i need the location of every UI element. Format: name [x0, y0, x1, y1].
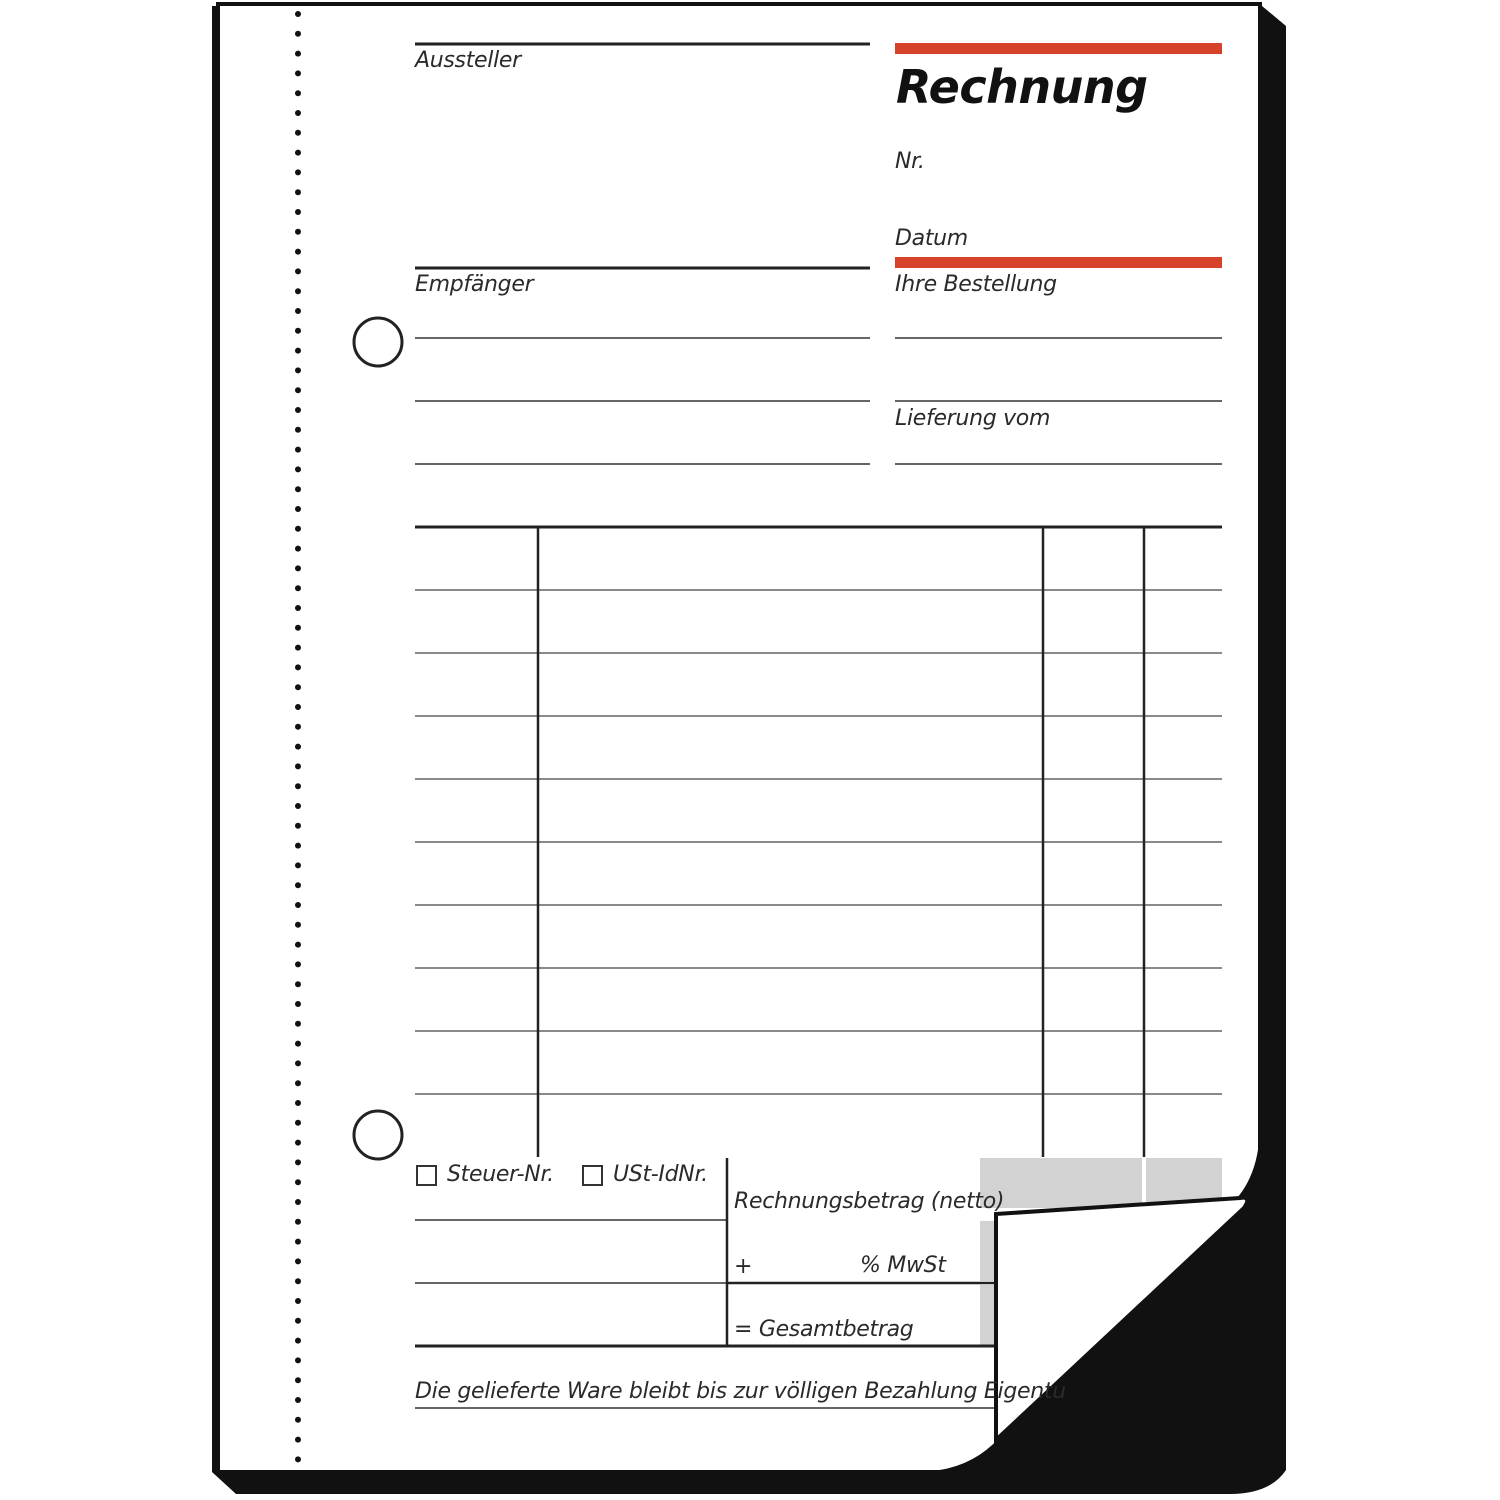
plus-sign: + — [734, 1254, 753, 1279]
tax-number-label: Steuer-Nr. — [447, 1162, 554, 1187]
accent-bar-middle — [895, 257, 1222, 268]
perforation-dot — [295, 1338, 301, 1344]
order-label: Ihre Bestellung — [895, 272, 1057, 297]
perforation-dot — [295, 526, 301, 532]
perforation-dot — [295, 466, 301, 472]
perforation-dot — [295, 1278, 301, 1284]
perforation-dot — [295, 189, 301, 195]
perforation-dot — [295, 288, 301, 294]
perforation-dot — [295, 724, 301, 730]
perforation-dot — [295, 823, 301, 829]
perforation-dot — [295, 704, 301, 710]
punch-hole-top — [354, 318, 402, 366]
perforation-dot — [295, 328, 301, 334]
perforation-dot — [295, 843, 301, 849]
perforation-dot — [295, 90, 301, 96]
perforation-dot — [295, 407, 301, 413]
perforation-dot — [295, 1239, 301, 1245]
vat-id-checkbox[interactable] — [582, 1165, 603, 1186]
perforation-dot — [295, 506, 301, 512]
perforation-dot — [295, 625, 301, 631]
perforation-dot — [295, 1001, 301, 1007]
invoice-number-label: Nr. — [895, 149, 925, 174]
perforation-dot — [295, 1318, 301, 1324]
date-label: Datum — [895, 226, 968, 251]
perforation-dot — [295, 803, 301, 809]
perforation-dot — [295, 1417, 301, 1423]
perforation-dot — [295, 605, 301, 611]
perforation-dot — [295, 862, 301, 868]
perforation-dot — [295, 348, 301, 354]
perforation-dot — [295, 249, 301, 255]
perforation-dot — [295, 11, 301, 17]
perforation-dot — [295, 130, 301, 136]
perforation-dot — [295, 684, 301, 690]
recipient-label: Empfänger — [415, 272, 534, 297]
perforation-dot — [295, 585, 301, 591]
perforation-dot — [295, 1219, 301, 1225]
perforation-dot — [295, 70, 301, 76]
perforation-dot — [295, 1159, 301, 1165]
perforation-dot — [295, 1397, 301, 1403]
perforation-dot — [295, 51, 301, 57]
perforation-dot — [295, 1456, 301, 1462]
perforation-dot — [295, 664, 301, 670]
form-title: Rechnung — [896, 60, 1148, 114]
tax-number-checkbox[interactable] — [416, 1165, 437, 1186]
perforation-dot — [295, 308, 301, 314]
perforation-dot — [295, 150, 301, 156]
perforation-dot — [295, 447, 301, 453]
perforation-dot — [295, 783, 301, 789]
perforation-dot — [295, 1357, 301, 1363]
punch-hole-bottom — [354, 1111, 402, 1159]
perforation-dot — [295, 546, 301, 552]
perforation-dot — [295, 763, 301, 769]
total-amount-label: = Gesamtbetrag — [734, 1317, 914, 1342]
perforation-dot — [295, 942, 301, 948]
perforation-dot — [295, 229, 301, 235]
perforation-dot — [295, 110, 301, 116]
perforation-dot — [295, 387, 301, 393]
perforation-dot — [295, 1437, 301, 1443]
perforation-dot — [295, 1199, 301, 1205]
perforation-dot — [295, 268, 301, 274]
perforation-dot — [295, 902, 301, 908]
perforation-dot — [295, 882, 301, 888]
perforation-dot — [295, 1298, 301, 1304]
perforation-dot — [295, 367, 301, 373]
vat-id-label: USt-IdNr. — [613, 1162, 708, 1187]
shaded-cell-total — [980, 1285, 996, 1345]
perforation-dot — [295, 427, 301, 433]
perforation-dot — [295, 1041, 301, 1047]
accent-bar-top — [895, 43, 1222, 54]
perforation-dot — [295, 169, 301, 175]
perforation-dot — [295, 744, 301, 750]
perforation-dot — [295, 1060, 301, 1066]
perforation-dot — [295, 981, 301, 987]
perforation-dot — [295, 1377, 301, 1383]
shaded-cell-net — [980, 1158, 1142, 1208]
perforation-dot — [295, 1140, 301, 1146]
perforation-dot — [295, 1179, 301, 1185]
ownership-note: Die gelieferte Ware bleibt bis zur völligen Bezahlung Eigentu — [415, 1379, 1066, 1404]
perforation-dot — [295, 31, 301, 37]
perforation-dot — [295, 922, 301, 928]
net-amount-label: Rechnungsbetrag (netto) — [734, 1189, 1005, 1214]
perforation-dot — [295, 1080, 301, 1086]
perforation-dot — [295, 645, 301, 651]
perforation-dot — [295, 961, 301, 967]
perforation-dot — [295, 1100, 301, 1106]
issuer-label: Aussteller — [415, 48, 521, 73]
perforation-dot — [295, 1021, 301, 1027]
delivery-label: Lieferung vom — [895, 406, 1051, 431]
perforation-dot — [295, 209, 301, 215]
perforation-dot — [295, 1120, 301, 1126]
perforation-dot — [295, 1258, 301, 1264]
shaded-cell-vat — [980, 1221, 996, 1281]
vat-percent-label: % MwSt — [860, 1253, 946, 1278]
perforation-dot — [295, 486, 301, 492]
perforation-dot — [295, 565, 301, 571]
